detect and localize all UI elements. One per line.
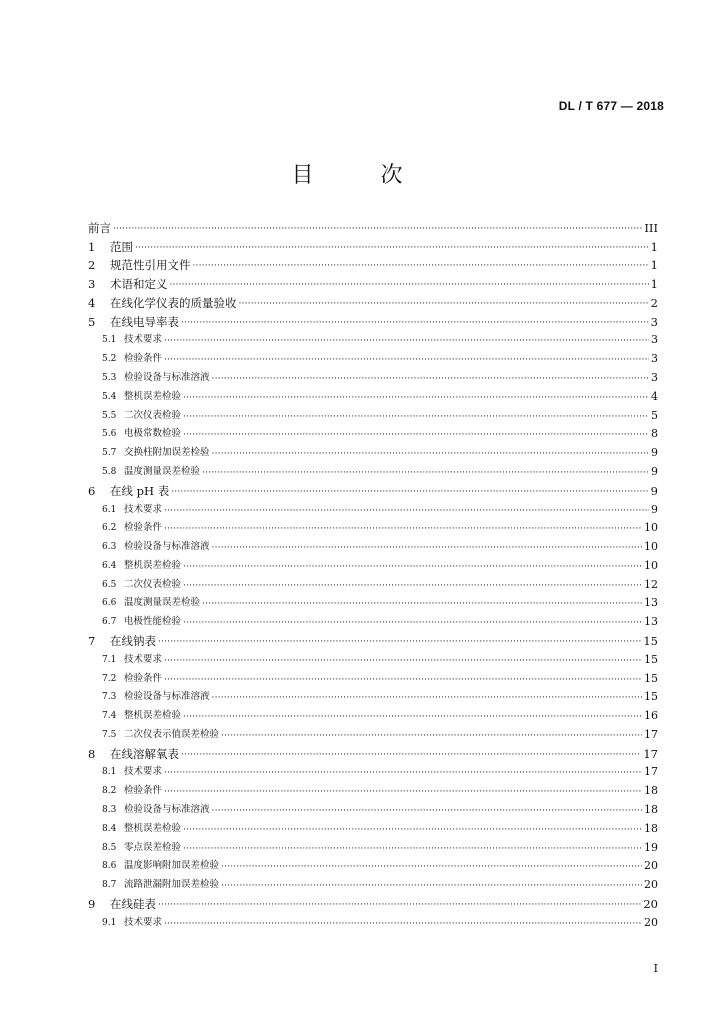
toc-leader-dots bbox=[183, 616, 642, 631]
toc-entry[interactable] bbox=[88, 800, 658, 819]
toc-entry[interactable] bbox=[88, 406, 658, 425]
toc-entry-number: 5.5 bbox=[102, 410, 117, 421]
toc-entry-label: 检验设备与标准溶液 bbox=[124, 372, 210, 384]
toc-entry-number: 5.6 bbox=[102, 429, 117, 440]
toc-entry-page: 12 bbox=[644, 577, 658, 591]
toc-leader-dots bbox=[164, 522, 642, 537]
toc-entry-label: 前言 bbox=[88, 220, 111, 235]
toc-entry-page: 9 bbox=[651, 502, 658, 516]
toc-entry-label: 术语和定义 bbox=[110, 277, 168, 292]
toc-leader-dots bbox=[164, 334, 649, 349]
toc-leader-dots bbox=[183, 560, 642, 575]
toc-entry-label: 技术要求 bbox=[124, 653, 163, 665]
toc-entry[interactable] bbox=[88, 218, 658, 237]
toc-entry-page: 10 bbox=[644, 521, 658, 535]
toc-entry-page: 17 bbox=[644, 727, 658, 741]
toc-entry-label: 在线化学仪表的质量验收 bbox=[110, 295, 237, 310]
toc-entry-number: 8.2 bbox=[102, 786, 117, 797]
toc-entry[interactable] bbox=[88, 481, 658, 500]
toc-entry-page: 18 bbox=[644, 784, 658, 798]
toc-entry[interactable] bbox=[88, 612, 658, 631]
toc-entry-page: 20 bbox=[644, 915, 658, 929]
toc-entry-number: 3 bbox=[88, 277, 96, 292]
toc-entry[interactable] bbox=[88, 443, 658, 462]
toc-entry[interactable] bbox=[88, 744, 658, 763]
toc-entry-number: 7.1 bbox=[102, 654, 117, 665]
table-of-contents bbox=[88, 218, 658, 932]
toc-title: 目 次 bbox=[291, 163, 433, 188]
toc-entry-number: 8.3 bbox=[102, 805, 117, 815]
toc-entry-label: 技术要求 bbox=[124, 334, 163, 346]
toc-entry-page: 9 bbox=[651, 464, 658, 478]
toc-entry-label: 交换柱附加误差检验 bbox=[124, 447, 210, 459]
toc-leader-dots bbox=[202, 597, 642, 612]
toc-leader-dots bbox=[164, 785, 642, 800]
toc-entry-label: 检验条件 bbox=[124, 522, 163, 534]
toc-entry[interactable] bbox=[88, 537, 658, 556]
toc-entry[interactable] bbox=[88, 387, 658, 406]
toc-entry-page: 20 bbox=[643, 896, 658, 911]
toc-entry-page: 3 bbox=[651, 333, 658, 347]
toc-leader-dots bbox=[183, 391, 649, 406]
toc-entry-page: 17 bbox=[644, 765, 658, 779]
toc-leader-dots bbox=[202, 466, 649, 481]
toc-entry-number: 8.7 bbox=[102, 880, 117, 891]
toc-entry-page: 2 bbox=[650, 295, 658, 310]
toc-entry[interactable] bbox=[88, 594, 658, 613]
toc-entry-number: 7 bbox=[88, 633, 96, 648]
toc-leader-dots bbox=[183, 823, 642, 838]
toc-entry-page: 18 bbox=[644, 803, 658, 816]
toc-entry-label: 在线钠表 bbox=[110, 633, 156, 648]
toc-entry-number: 8.1 bbox=[102, 767, 117, 778]
toc-leader-dots bbox=[183, 579, 642, 594]
toc-entry-page: 1 bbox=[650, 258, 658, 273]
toc-entry-label: 电极性能检验 bbox=[124, 616, 182, 628]
toc-entry-label: 技术要求 bbox=[124, 916, 163, 928]
toc-entry-page: 5 bbox=[651, 408, 658, 422]
toc-entry-page: 19 bbox=[644, 840, 658, 854]
toc-entry[interactable] bbox=[88, 669, 658, 688]
toc-entry-page: 3 bbox=[651, 352, 658, 366]
toc-entry-page: 15 bbox=[644, 690, 658, 704]
toc-entry-label: 整机误差检验 bbox=[124, 822, 182, 834]
toc-leader-dots bbox=[170, 278, 649, 293]
toc-leader-dots bbox=[158, 635, 641, 650]
toc-entry-label: 技术要求 bbox=[124, 766, 163, 778]
toc-entry-label: 在线溶解氧表 bbox=[110, 746, 179, 761]
toc-leader-dots bbox=[164, 673, 642, 688]
toc-entry-label: 温度测量误差检验 bbox=[124, 465, 201, 477]
toc-entry-number: 9 bbox=[88, 896, 96, 911]
toc-entry[interactable] bbox=[88, 725, 658, 744]
toc-entry-label: 电极常数检验 bbox=[124, 428, 182, 440]
toc-entry-page: 13 bbox=[644, 596, 658, 610]
toc-entry-number: 4 bbox=[88, 295, 96, 310]
toc-entry-number: 5.8 bbox=[102, 466, 117, 477]
toc-entry-page: 10 bbox=[644, 540, 658, 554]
toc-entry[interactable] bbox=[88, 500, 658, 519]
toc-entry-page: 3 bbox=[651, 371, 658, 385]
toc-entry-number: 6.6 bbox=[102, 598, 117, 609]
toc-leader-dots bbox=[135, 241, 649, 256]
toc-leader-dots bbox=[221, 860, 642, 875]
toc-entry-page: 9 bbox=[650, 483, 658, 498]
toc-entry-page: 15 bbox=[644, 652, 658, 666]
toc-leader-dots bbox=[164, 504, 649, 519]
toc-entry[interactable] bbox=[88, 368, 658, 387]
toc-entry[interactable] bbox=[88, 462, 658, 481]
toc-entry-number: 5.1 bbox=[102, 335, 117, 346]
toc-entry-number: 5.2 bbox=[102, 354, 117, 365]
toc-entry-number: 8 bbox=[88, 746, 96, 761]
toc-entry-number: 7.4 bbox=[102, 711, 117, 722]
toc-entry-page: 4 bbox=[651, 389, 658, 403]
toc-entry-label: 流路泄漏附加误差检验 bbox=[124, 879, 220, 891]
toc-entry-page: 9 bbox=[651, 446, 658, 460]
toc-entry-number: 6.5 bbox=[102, 579, 117, 590]
toc-entry[interactable] bbox=[88, 650, 658, 669]
toc-leader-dots bbox=[181, 748, 641, 763]
toc-leader-dots bbox=[183, 710, 642, 725]
toc-entry-label: 检验设备与标准溶液 bbox=[124, 691, 210, 703]
toc-entry-label: 范围 bbox=[110, 239, 133, 254]
toc-leader-dots bbox=[164, 654, 642, 669]
toc-entry-label: 在线硅表 bbox=[110, 896, 156, 911]
toc-entry[interactable] bbox=[88, 256, 658, 275]
toc-entry-number: 5.3 bbox=[102, 373, 117, 384]
toc-entry-page: 20 bbox=[644, 859, 658, 873]
toc-entry-page: III bbox=[644, 220, 658, 235]
toc-entry-label: 温度影响附加误差检验 bbox=[124, 860, 220, 872]
toc-entry-label: 规范性引用文件 bbox=[110, 258, 191, 273]
toc-entry-number: 6.2 bbox=[102, 523, 117, 534]
toc-entry-label: 检验条件 bbox=[124, 785, 163, 797]
toc-entry[interactable] bbox=[88, 688, 658, 707]
toc-entry-number: 8.4 bbox=[102, 823, 117, 834]
toc-entry-label: 二次仪表检验 bbox=[124, 578, 182, 590]
toc-entry-page: 10 bbox=[644, 558, 658, 572]
toc-entry[interactable] bbox=[88, 312, 658, 331]
toc-entry-page: 18 bbox=[644, 821, 658, 835]
toc-entry[interactable] bbox=[88, 913, 658, 932]
toc-leader-dots bbox=[183, 842, 642, 857]
toc-entry-label: 二次仪表示值误差检验 bbox=[124, 728, 220, 740]
toc-entry-page: 1 bbox=[650, 277, 658, 292]
toc-entry-number: 6.7 bbox=[102, 617, 117, 628]
toc-entry-label: 检验条件 bbox=[124, 353, 163, 365]
toc-entry-label: 技术要求 bbox=[124, 503, 163, 515]
toc-entry[interactable] bbox=[88, 857, 658, 876]
toc-entry-number: 8.6 bbox=[102, 861, 117, 872]
toc-entry-label: 二次仪表检验 bbox=[124, 409, 182, 421]
toc-entry[interactable] bbox=[88, 519, 658, 538]
toc-entry-number: 7.5 bbox=[102, 729, 117, 740]
toc-entry-page: 17 bbox=[643, 746, 658, 761]
toc-leader-dots bbox=[212, 447, 649, 462]
toc-entry-page: 16 bbox=[644, 709, 658, 723]
toc-entry[interactable] bbox=[88, 763, 658, 782]
toc-entry[interactable] bbox=[88, 237, 658, 256]
toc-entry-number: 6.1 bbox=[102, 504, 117, 515]
toc-entry-number: 8.5 bbox=[102, 842, 117, 853]
toc-leader-dots bbox=[181, 316, 649, 331]
toc-leader-dots bbox=[113, 222, 642, 237]
toc-leader-dots bbox=[221, 729, 642, 744]
toc-entry-number: 6.3 bbox=[102, 542, 117, 553]
toc-entry-label: 检验设备与标准溶液 bbox=[124, 804, 210, 815]
toc-entry[interactable] bbox=[88, 349, 658, 368]
toc-entry-page: 1 bbox=[650, 239, 658, 254]
toc-leader-dots bbox=[164, 766, 642, 781]
toc-entry-number: 6.4 bbox=[102, 560, 117, 571]
toc-entry[interactable] bbox=[88, 875, 658, 894]
toc-entry-page: 15 bbox=[644, 671, 658, 685]
toc-entry-number: 5.4 bbox=[102, 391, 117, 402]
toc-entry-label: 整机误差检验 bbox=[124, 559, 182, 571]
toc-entry[interactable] bbox=[88, 631, 658, 650]
toc-entry[interactable] bbox=[88, 293, 658, 312]
toc-entry[interactable] bbox=[88, 781, 658, 800]
toc-entry[interactable] bbox=[88, 331, 658, 350]
toc-entry[interactable] bbox=[88, 706, 658, 725]
toc-leader-dots bbox=[212, 372, 649, 387]
toc-entry-label: 温度测量误差检验 bbox=[124, 597, 201, 609]
toc-entry-number: 7.3 bbox=[102, 692, 117, 703]
toc-entry-number: 2 bbox=[88, 258, 96, 273]
toc-entry-page: 15 bbox=[643, 633, 658, 648]
toc-entry[interactable] bbox=[88, 425, 658, 444]
toc-entry-page: 3 bbox=[650, 314, 658, 329]
toc-entry-number: 5.7 bbox=[102, 448, 117, 459]
document-code: DL / T 677 — 2018 bbox=[558, 99, 664, 113]
toc-entry[interactable] bbox=[88, 894, 658, 913]
page-number: I bbox=[653, 962, 658, 975]
toc-entry[interactable] bbox=[88, 819, 658, 838]
toc-entry-page: 20 bbox=[644, 878, 658, 892]
toc-entry-label: 检验设备与标准溶液 bbox=[124, 541, 210, 553]
toc-entry-label: 检验条件 bbox=[124, 672, 163, 684]
toc-leader-dots bbox=[212, 541, 642, 556]
toc-entry-label: 整机误差检验 bbox=[124, 710, 182, 722]
toc-entry-label: 整机误差检验 bbox=[124, 390, 182, 402]
toc-entry[interactable] bbox=[88, 556, 658, 575]
toc-entry-label: 零点误差检验 bbox=[124, 841, 182, 853]
toc-entry[interactable] bbox=[88, 274, 658, 293]
toc-leader-dots bbox=[183, 428, 649, 443]
toc-leader-dots bbox=[158, 898, 641, 913]
toc-entry-label: 在线电导率表 bbox=[110, 314, 179, 329]
toc-entry-number: 7.2 bbox=[102, 673, 117, 684]
toc-entry[interactable] bbox=[88, 838, 658, 857]
toc-entry-page: 13 bbox=[644, 615, 658, 629]
toc-leader-dots bbox=[221, 879, 642, 894]
toc-leader-dots bbox=[164, 353, 649, 368]
toc-leader-dots bbox=[193, 259, 649, 274]
toc-entry-number: 5 bbox=[88, 314, 96, 329]
toc-entry-number: 6 bbox=[88, 483, 96, 498]
toc-leader-dots bbox=[183, 410, 649, 425]
toc-leader-dots bbox=[212, 691, 642, 706]
toc-entry-number: 9.1 bbox=[102, 917, 117, 928]
toc-entry-label: 在线 pH 表 bbox=[110, 483, 170, 498]
toc-leader-dots bbox=[239, 297, 649, 312]
toc-leader-dots bbox=[164, 917, 642, 932]
toc-entry-number: 1 bbox=[88, 239, 96, 254]
toc-leader-dots bbox=[212, 804, 642, 819]
toc-entry[interactable] bbox=[88, 575, 658, 594]
toc-leader-dots bbox=[171, 485, 648, 500]
toc-entry-page: 8 bbox=[651, 427, 658, 441]
